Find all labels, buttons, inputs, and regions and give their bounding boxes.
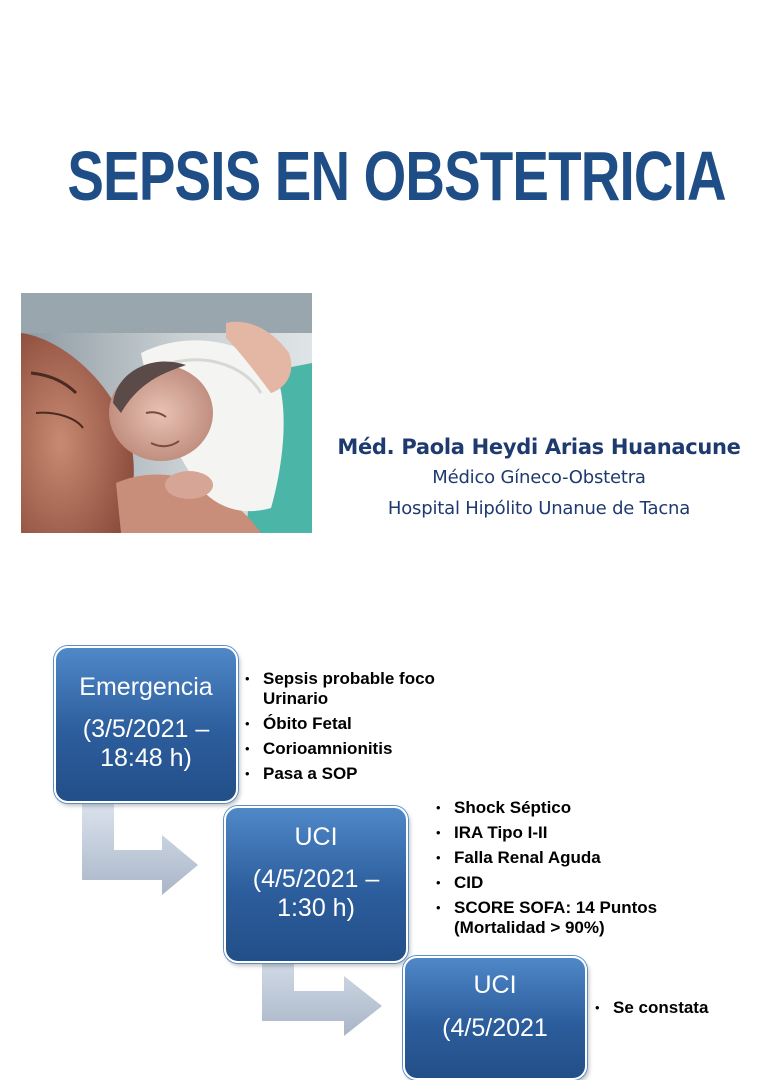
stage-title: UCI (473, 971, 517, 999)
list-item: • CID (434, 873, 674, 893)
list-item: • Se constata (593, 998, 763, 1018)
stage-box-uci-2 (403, 956, 587, 1080)
list-item: • Corioamnionitis (243, 739, 453, 759)
stage-2-bullets (434, 798, 674, 943)
slide-title: SEPSIS EN OBSTETRICIA (67, 137, 726, 215)
list-item: • Shock Séptico (434, 798, 674, 818)
author-hospital: Hospital Hipólito Unanue de Tacna (387, 498, 691, 519)
list-item: • Pasa a SOP (243, 764, 453, 784)
stage-3-bullets (593, 998, 763, 1023)
stage-title: Emergencia (79, 673, 213, 701)
list-item: • Sepsis probable foco Urinario (243, 669, 453, 709)
stage-date: (4/5/2021 (442, 1014, 548, 1042)
stage-1-bullets (243, 669, 453, 789)
list-item: • SCORE SOFA: 14 Puntos (Mortalidad > 90%) (434, 898, 674, 938)
list-item: • Óbito Fetal (243, 714, 453, 734)
list-item: • Falla Renal Aguda (434, 848, 674, 868)
stage-box-emergencia (54, 646, 238, 803)
stage-title: UCI (294, 823, 338, 851)
timeline-slide (0, 580, 768, 1042)
author-block (318, 432, 760, 524)
stage-box-uci-1 (224, 806, 408, 963)
stage-date: (3/5/2021 – 18:48 h) (82, 715, 210, 772)
list-item: • IRA Tipo I-II (434, 823, 674, 843)
photo-illustration (21, 293, 312, 533)
author-role: Médico Gíneco-Obstetra (432, 467, 646, 488)
author-name: Méd. Paola Heydi Arias Huanacune (337, 435, 741, 459)
stage-date: (4/5/2021 – 1:30 h) (252, 865, 380, 922)
flow-arrow-1 (70, 795, 210, 905)
mother-newborn-photo (21, 293, 312, 533)
